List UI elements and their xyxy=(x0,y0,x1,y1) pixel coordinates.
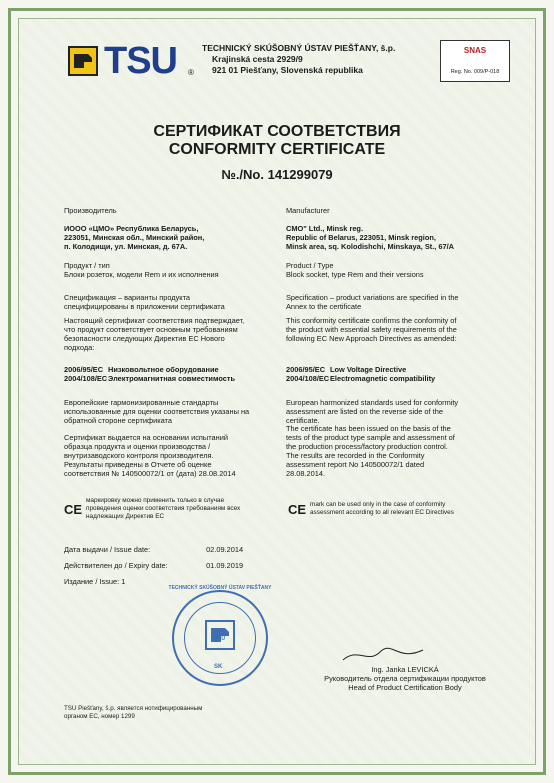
edition: Издание / Issue: 1 xyxy=(64,577,126,586)
left-directives xyxy=(64,365,274,383)
directive-name: Low Voltage Directive xyxy=(330,365,407,374)
left-manufacturer xyxy=(64,224,274,251)
left-harmonized-standards xyxy=(64,398,274,425)
text-line: The results are recorded in the Conformity xyxy=(286,451,425,461)
text-line: обратной стороне сертификата xyxy=(64,416,172,426)
footer-note xyxy=(64,705,254,721)
ce-mark-left: CE xyxy=(64,502,83,517)
text-line: TSU Piešťany, š.p. является нотифицированным xyxy=(64,705,203,712)
official-stamp xyxy=(172,590,268,686)
signatory-title-ru: Руководитель отдела сертификации продуктов xyxy=(324,674,486,683)
stamp-country: SK xyxy=(214,664,223,670)
text-line: Minsk area, sq. Kolodishchi, Minskaya, St., 67/A xyxy=(286,242,454,252)
right-conformity-statement xyxy=(286,316,496,343)
text-line: the product with essential safety requirements of the xyxy=(286,325,457,335)
text-line: Сертификат выдается на основании испытаний xyxy=(64,433,228,442)
right-product-label: Product / Type xyxy=(286,261,334,270)
right-manufacturer xyxy=(286,224,496,251)
right-specification xyxy=(286,293,496,311)
text-line: Specification – product variations are specified in the xyxy=(286,293,459,302)
text-line: Спецификация – варианты продукта xyxy=(64,293,191,302)
text-line: специфицированы в приложении сертификата xyxy=(64,302,225,312)
stamp-center-text: TSU xyxy=(215,636,225,642)
logo-text: TSU xyxy=(104,40,177,82)
text-line: Настоящий сертификат соответствия подтверждает, xyxy=(64,316,245,325)
text-line: 223051, Минская обл., Минский район, xyxy=(64,233,205,243)
text-line: tests of the product type sample and assessment of xyxy=(286,433,455,443)
text-line: the production process/factory production control. xyxy=(286,442,448,452)
snas-accreditation-badge xyxy=(440,40,510,82)
text-line: CMO" Ltd., Minsk reg. xyxy=(286,224,364,233)
text-line: подхода: xyxy=(64,343,95,353)
directive-code: 2004/108/EC xyxy=(64,374,108,384)
text-line: п. Колодищи, ул. Минская, д. 67А. xyxy=(64,242,188,252)
text-line: Европейские гармонизированные стандарты xyxy=(64,398,219,407)
text-line: проведения оценки соответствия требованиям всех xyxy=(86,505,241,512)
expiry-date-value: 01.09.2019 xyxy=(206,561,244,570)
stamp-text: TECHNICKÝ SKÚŠOBNÝ ÚSTAV PIEŠŤANY xyxy=(168,585,272,591)
stamp-logo-icon xyxy=(205,620,235,650)
text-line: образца продукта и оценки производства / xyxy=(64,442,211,452)
text-line: соответствия № 140500072/1 от (дата) 28.08.2014 xyxy=(64,469,236,479)
handwritten-signature xyxy=(338,642,428,667)
directive-code: 2004/108/EC xyxy=(286,374,330,384)
issue-date-value: 02.09.2014 xyxy=(206,545,244,554)
left-product: Блоки розеток, модели Rem и их исполнения xyxy=(64,270,219,279)
text-line: что продукт соответствует основным требованиям xyxy=(64,325,238,335)
text-line: 28.08.2014. xyxy=(286,469,326,479)
issue-date-row xyxy=(64,545,243,554)
directive-row xyxy=(286,374,496,383)
text-line: assessment according to all relevant EC Directives xyxy=(310,509,454,516)
institute-address-line: Krajinská cesta 2929/9 xyxy=(212,54,303,64)
title-russian: СЕРТИФИКАТ СООТВЕТСТВИЯ xyxy=(153,123,401,140)
directive-code: 2006/95/EC xyxy=(64,365,104,374)
institute-name: TECHNICKÝ SKÚŠOBNÝ ÚSTAV PIEŠŤANY, š.p. xyxy=(202,43,396,53)
registered-mark: ® xyxy=(188,68,194,77)
left-conformity-statement xyxy=(64,316,274,352)
text-line: assessment report No 140500072/1 dated xyxy=(286,460,425,470)
right-manufacturer-label: Manufacturer xyxy=(286,206,330,215)
text-line: надлежащих Директив ЕС xyxy=(86,513,165,520)
right-product: Block socket, type Rem and their versions xyxy=(286,270,424,279)
left-ce-text xyxy=(86,497,276,521)
certificate-header xyxy=(50,38,510,88)
issue-date-label: Дата выдачи / Issue date: xyxy=(64,545,151,554)
directive-row xyxy=(64,365,274,374)
left-issued-basis xyxy=(64,433,274,478)
snas-reg-number: Reg. No. 009/P-018 xyxy=(450,69,500,75)
text-line: внутризаводского контроля производителя. xyxy=(64,451,214,461)
left-manufacturer-label: Производитель xyxy=(64,206,117,215)
directive-name: Электромагнитная совместимость xyxy=(108,374,236,384)
directive-row xyxy=(64,374,274,383)
text-line: Результаты приведены в Отчете об оценке xyxy=(64,460,212,470)
text-line: использованные для оценки соответствия указаны на xyxy=(64,407,250,417)
ce-mark-right: CE xyxy=(288,502,307,517)
directive-row xyxy=(286,365,496,374)
right-harmonized-standards xyxy=(286,398,496,425)
signatory-block xyxy=(310,665,500,692)
directive-name: Electromagnetic compatibility xyxy=(330,374,436,384)
directive-code: 2006/95/EC xyxy=(286,365,326,374)
title-english: CONFORMITY CERTIFICATE xyxy=(168,141,386,158)
signatory-name: Ing. Janka LEVICKÁ xyxy=(371,665,439,674)
tsu-logo-icon xyxy=(68,46,98,76)
text-line: European harmonized standards used for conformity xyxy=(286,398,459,407)
right-directives xyxy=(286,365,496,383)
text-line: following EC New Approach Directives as amended: xyxy=(286,334,457,344)
directive-name: Низковольтное оборудование xyxy=(108,365,219,374)
signatory-title-en: Head of Product Certification Body xyxy=(348,683,462,692)
text-line: Republic of Belarus, 223051, Minsk region, xyxy=(286,233,436,243)
text-line: органом ЕС, номер 1299 xyxy=(64,713,135,720)
text-line: Annex to the certificate xyxy=(286,302,362,312)
text-line: безопасности следующих Директив ЕС Нового xyxy=(64,334,225,344)
text-line: ИООО «ЦМО» Республика Беларусь, xyxy=(64,224,199,233)
text-line: The certificate has been issued on the basis of the xyxy=(286,424,451,433)
right-ce-text xyxy=(310,501,500,517)
text-line: assessment are listed on the reverse side of the xyxy=(286,407,443,417)
text-line: mark can be used only in the case of conformity xyxy=(310,501,446,508)
text-line: маркировку можно применить только в случае xyxy=(86,497,225,504)
left-product-label: Продукт / тип xyxy=(64,261,110,270)
certificate-number: №./No. 141299079 xyxy=(221,167,333,182)
right-issued-basis xyxy=(286,424,496,479)
institute-info xyxy=(202,43,395,76)
text-line: This conformity certificate confirms the conformity of xyxy=(286,316,457,325)
expiry-date-label: Действителен до / Expiry date: xyxy=(64,561,168,570)
snas-logo: SNAS xyxy=(463,46,487,55)
expiry-date-row xyxy=(64,561,243,570)
text-line: certificate. xyxy=(286,416,320,426)
institute-address-line: 921 01 Piešťany, Slovenská republika xyxy=(212,65,363,75)
left-specification xyxy=(64,293,274,311)
